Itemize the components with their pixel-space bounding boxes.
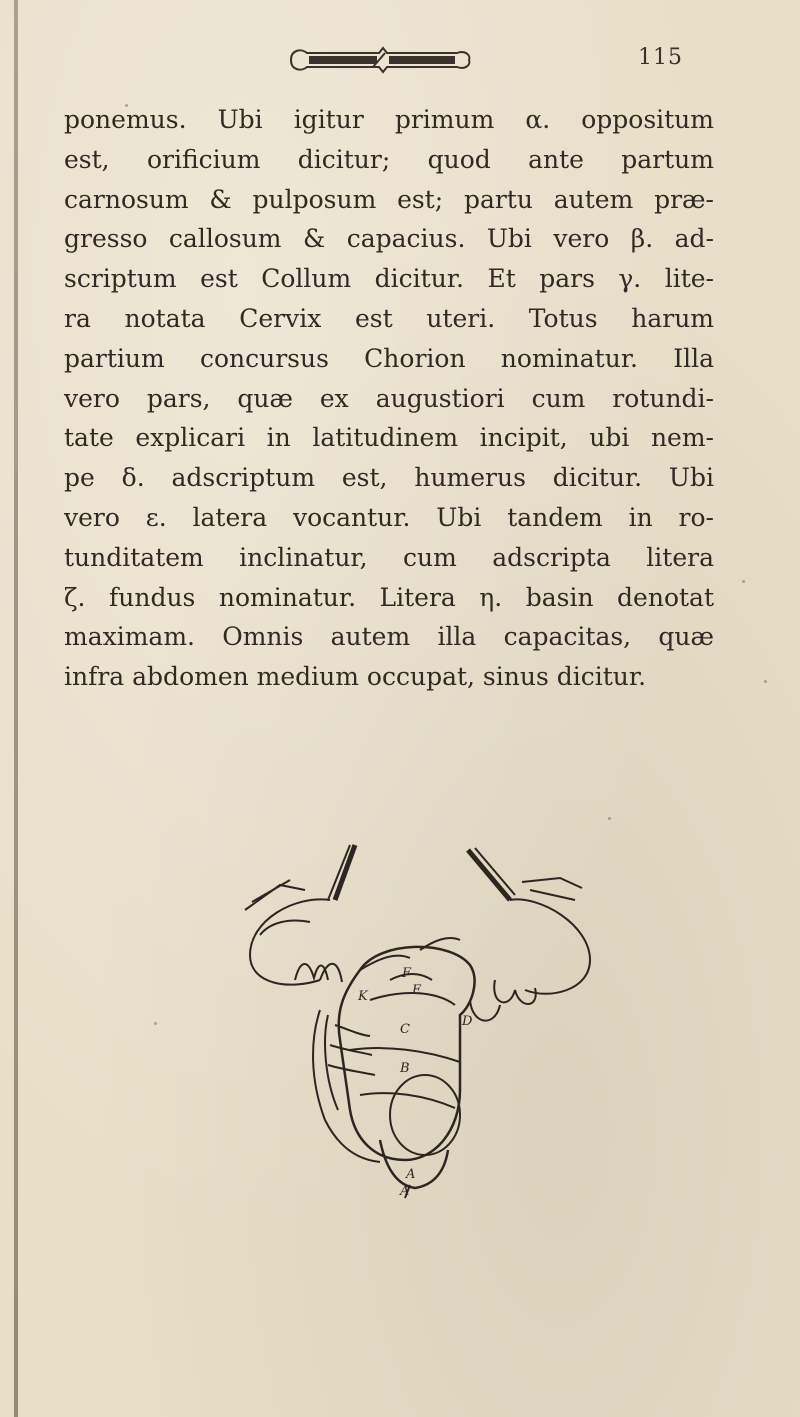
text-line: vero ε. latera vocantur. Ubi tandem in ro- (64, 502, 714, 532)
body-text (64, 100, 714, 697)
paper-speck (608, 817, 611, 820)
text-line: tate explicari in latitudinem incipit, ubi nem- (64, 423, 714, 453)
text-line: partium concursus Chorion nominatur. Illa (64, 343, 714, 373)
paper-speck (742, 580, 745, 583)
figure-label: A (400, 1184, 410, 1199)
text-line: tunditatem inclinatur, cum adscripta litera (64, 542, 714, 572)
figure-label: E (412, 983, 422, 998)
figure-label: D (462, 1014, 473, 1029)
page-number: 115 (638, 45, 683, 70)
text-line: gresso callosum & capacius. Ubi vero β. ad- (64, 224, 714, 254)
paper-speck (154, 1022, 157, 1025)
text-line: ra notata Cervix est uteri. Totus harum (64, 303, 714, 333)
text-line: est, orificium dicitur; quod ante partum (64, 144, 714, 174)
text-line: vero pars, quæ ex augustiori cum rotundi- (64, 383, 714, 413)
header-ornament (285, 45, 475, 75)
figure-label: K (358, 989, 368, 1004)
text-line: ζ. fundus nominatur. Litera η. basin denotat (64, 582, 714, 612)
figure-label: F (402, 966, 412, 981)
uterus-engraving (210, 840, 610, 1200)
text-line: scriptum est Collum dicitur. Et pars γ. lite- (64, 264, 714, 294)
figure-label: C (400, 1022, 410, 1037)
text-line: pe δ. adscriptum est, humerus dicitur. Ubi (64, 463, 714, 493)
text-line: carnosum & pulposum est; partu autem præ- (64, 184, 714, 214)
figure-label: B (400, 1061, 410, 1076)
text-line: infra abdomen medium occupat, sinus dicitur. (64, 662, 647, 692)
text-line: ponemus. Ubi igitur primum α. oppositum (64, 105, 714, 134)
figure-label: A (406, 1167, 416, 1182)
paper-speck (764, 680, 767, 683)
text-line: maximam. Omnis autem illa capacitas, quæ (64, 622, 714, 652)
page-gutter (14, 0, 18, 1417)
